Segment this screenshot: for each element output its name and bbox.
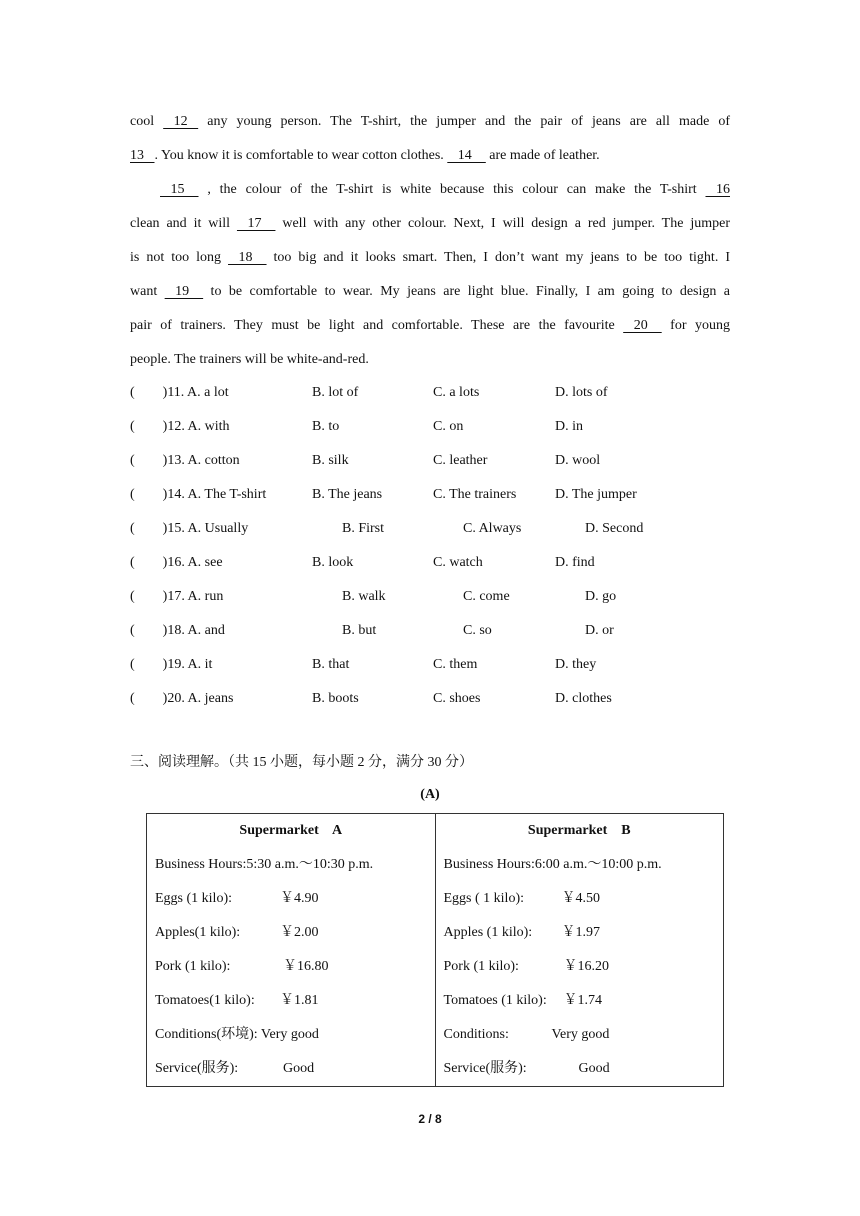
option-b: B. lot of — [312, 385, 359, 400]
question-stem: ( )16. A. see — [130, 555, 223, 570]
question-stem: ( )17. A. run — [130, 589, 224, 604]
item-price: ￥1.97 — [561, 925, 600, 940]
option-d: D. or — [585, 623, 614, 638]
page-number: 2 / 8 — [418, 1112, 442, 1126]
option-c: C. shoes — [433, 691, 481, 706]
supermarket-b-conditions — [444, 1018, 724, 1052]
option-b: B. to — [312, 419, 340, 434]
option-b: B. look — [312, 555, 354, 570]
part-label: (A) — [420, 787, 440, 802]
option-c: C. The trainers — [433, 487, 517, 502]
option-b: B. that — [312, 657, 350, 672]
question-19 — [130, 648, 730, 682]
supermarket-a-hours: Business Hours:5:30 a.m.～10:30 p.m. — [155, 857, 374, 872]
option-d: D. wool — [555, 453, 601, 468]
question-11 — [130, 376, 730, 410]
option-b: B. walk — [342, 589, 386, 604]
option-c: C. come — [463, 589, 510, 604]
option-d: D. Second — [585, 521, 644, 536]
supermarket-a-column — [147, 814, 436, 1087]
supermarket-b-pork — [444, 950, 724, 984]
question-stem: ( )15. A. Usually — [130, 521, 249, 536]
question-18 — [130, 614, 730, 648]
question-14 — [130, 478, 730, 512]
option-c: C. on — [433, 419, 464, 434]
question-15 — [130, 512, 730, 546]
passage-line-1: cool 12 any young person. The T-shirt, the jumper and the pair of jeans are all made of — [130, 105, 730, 139]
item-label: Apples (1 kilo): — [443, 925, 533, 940]
blank-17: 17 — [236, 216, 276, 231]
blank-18: 18 — [228, 250, 267, 265]
question-stem: ( )14. A. The T-shirt — [130, 487, 267, 502]
supermarket-a-service — [155, 1052, 435, 1086]
supermarket-a-eggs — [155, 882, 435, 916]
supermarket-b-service — [444, 1052, 724, 1086]
supermarket-b-eggs — [444, 882, 724, 916]
option-c: C. so — [463, 623, 492, 638]
supermarket-a-tomatoes — [155, 984, 435, 1018]
item-price: ￥16.20 — [563, 959, 609, 974]
passage-line-8: people. The trainers will be white-and-red. — [130, 352, 369, 367]
item-label: Service(服务): — [443, 1061, 527, 1076]
item-label: Tomatoes (1 kilo): — [443, 993, 547, 1008]
passage-line-6: want 19 to be comfortable to wear. My jeans are light blue. Finally, I am going to design a — [130, 275, 730, 309]
option-b: B. First — [342, 521, 385, 536]
item-label: Service(服务): — [155, 1061, 239, 1076]
option-d: D. go — [585, 589, 617, 604]
passage-line-2: 13 . You know it is comfortable to wear cotton clothes. 14 are made of leather. — [130, 139, 730, 173]
option-b: B. but — [342, 623, 377, 638]
item-label: Eggs (1 kilo): — [155, 891, 232, 906]
supermarket-a-apples — [155, 916, 435, 950]
option-d: D. find — [555, 555, 595, 570]
item-label: Apples(1 kilo): — [155, 925, 241, 940]
item-label: Pork (1 kilo): — [155, 959, 231, 974]
question-stem: ( )11. A. a lot — [130, 385, 229, 400]
supermarket-b-hours: Business Hours:6:00 a.m.～10:00 p.m. — [443, 857, 662, 872]
supermarket-b-title: Supermarket B — [527, 823, 631, 838]
question-stem: ( )13. A. cotton — [130, 453, 240, 468]
passage-line-4: clean and it will 17 well with any other colour. Next, I will design a red jumper. The jumper — [130, 207, 730, 241]
supermarket-b-tomatoes — [444, 984, 724, 1018]
question-16 — [130, 546, 730, 580]
option-d: D. lots of — [555, 385, 608, 400]
option-d: D. clothes — [555, 691, 612, 706]
item-label: Eggs ( 1 kilo): — [443, 891, 524, 906]
blank-20: 20 — [623, 318, 662, 333]
question-12 — [130, 410, 730, 444]
question-stem: ( )19. A. it — [130, 657, 213, 672]
item-price: ￥1.81 — [280, 993, 319, 1008]
option-b: B. silk — [312, 453, 349, 468]
question-stem: ( )20. A. jeans — [130, 691, 234, 706]
blank-19: 19 — [164, 284, 204, 299]
blank-14: 14 — [447, 148, 486, 163]
item-value: Very good — [551, 1027, 610, 1042]
question-stem: ( )12. A. with — [130, 419, 230, 434]
option-c: C. watch — [433, 555, 483, 570]
option-d: D. they — [555, 657, 597, 672]
question-20 — [130, 682, 730, 716]
option-c: C. leather — [433, 453, 488, 468]
blank-13: 13 — [130, 148, 155, 163]
supermarket-b-column — [435, 814, 724, 1087]
item-price: ￥4.90 — [280, 891, 319, 906]
item-price: ￥1.74 — [563, 993, 602, 1008]
blank-15: 15 — [160, 182, 199, 197]
supermarket-a-pork — [155, 950, 435, 984]
item-label: Conditions(环境): Very good — [155, 1027, 319, 1042]
item-label: Conditions: — [443, 1027, 509, 1042]
blank-16: 16 — [705, 182, 730, 197]
option-d: D. in — [555, 419, 583, 434]
item-price: ￥4.50 — [561, 891, 600, 906]
item-price: ￥2.00 — [280, 925, 319, 940]
option-c: C. them — [433, 657, 478, 672]
item-label: Pork (1 kilo): — [443, 959, 519, 974]
passage-line-7: pair of trainers. They must be light and comfortable. These are the favourite 20 for young — [130, 309, 730, 343]
section-title: 三、阅读理解。（共 15 小题，每小题 2 分，满分 30 分） — [130, 755, 473, 770]
question-stem: ( )18. A. and — [130, 623, 225, 638]
option-b: B. boots — [312, 691, 359, 706]
question-17 — [130, 580, 730, 614]
supermarket-a-conditions — [155, 1018, 435, 1052]
option-c: C. a lots — [433, 385, 480, 400]
passage-line-5: is not too long 18 too big and it looks smart. Then, I don’t want my jeans to be too tight. I — [130, 241, 730, 275]
supermarket-table — [146, 813, 724, 1087]
supermarket-b-apples — [444, 916, 724, 950]
item-value: Good — [578, 1061, 610, 1076]
option-c: C. Always — [463, 521, 522, 536]
passage-line-3: 15 , the colour of the T-shirt is white because this colour can make the T-shirt 16 — [160, 173, 730, 207]
question-13 — [130, 444, 730, 478]
blank-12: 12 — [163, 114, 199, 129]
item-price: ￥16.80 — [283, 959, 329, 974]
item-label: Tomatoes(1 kilo): — [155, 993, 255, 1008]
supermarket-a-title: Supermarket A — [239, 823, 343, 838]
option-d: D. The jumper — [555, 487, 637, 502]
option-b: B. The jeans — [312, 487, 383, 502]
item-value: Good — [283, 1061, 315, 1076]
